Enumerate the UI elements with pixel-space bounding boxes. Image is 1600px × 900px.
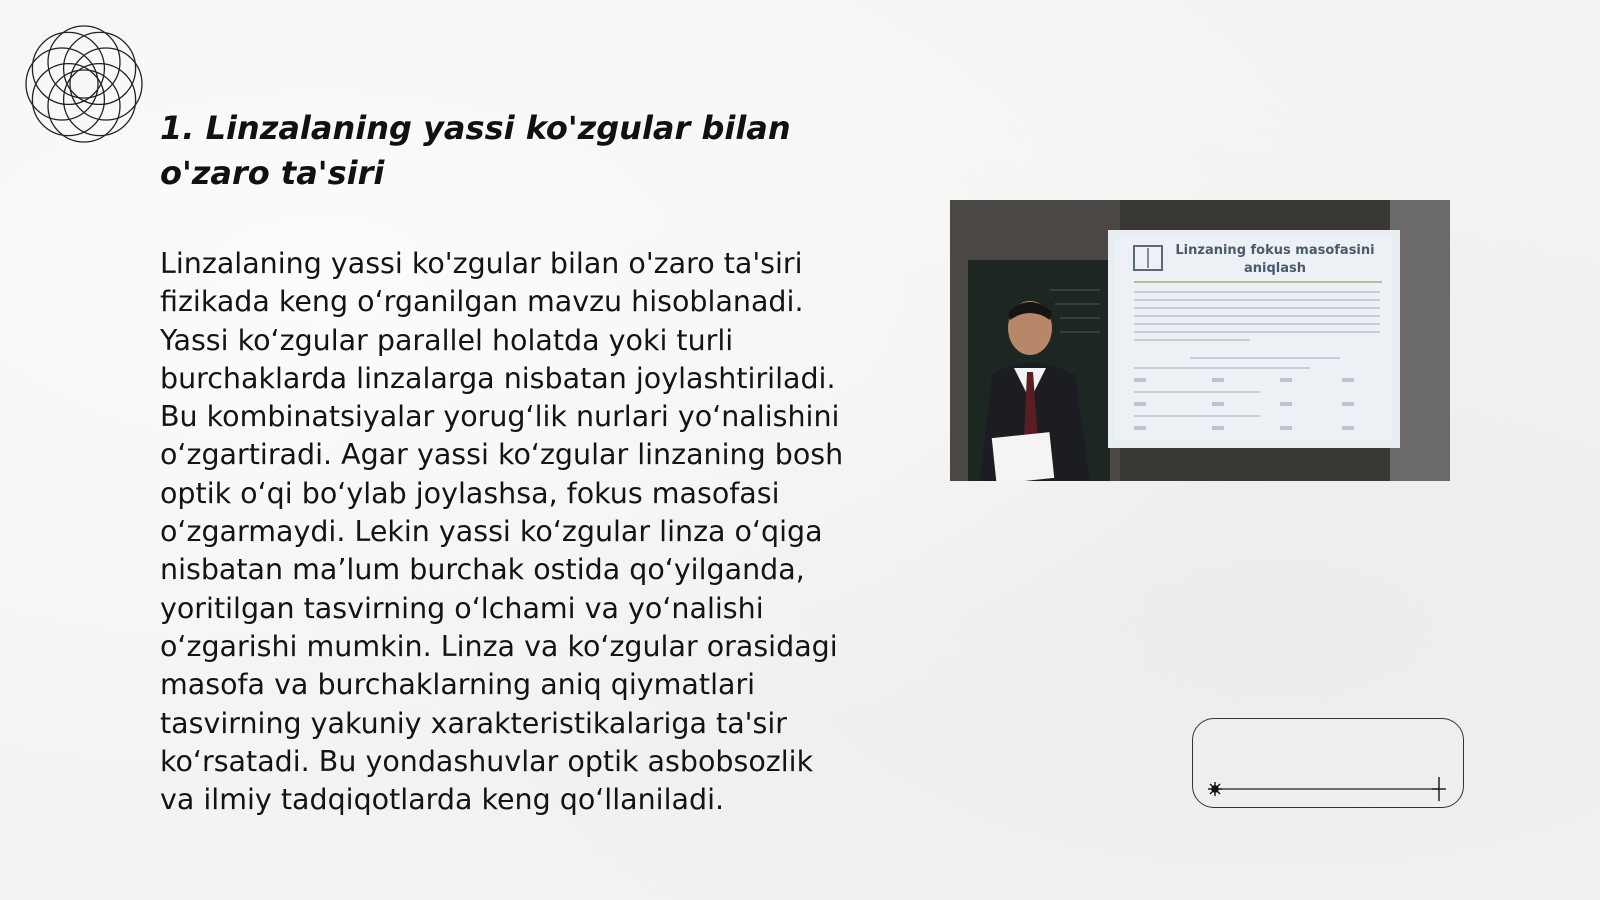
- sparkle-icon: [1432, 777, 1446, 801]
- classroom-photo: [950, 200, 1450, 481]
- sun-burst-icon: [1208, 782, 1222, 796]
- decorative-slider-frame: [1192, 718, 1464, 808]
- projected-slide-title: Linzaning fokus masofasini aniqlash: [1175, 243, 1375, 276]
- slide-body-text: Linzalaning yassi ko'zgular bilan o'zaro ta'siri fizikada keng o‘rganilgan mavzu hisoblanadi. Yassi ko‘zgular parallel holatda yoki turli burchaklarda linzalarga nisbatan joylashtiriladi. Bu kombinatsiyalar yorug‘lik nurlari yo‘nalishini o‘zgartiradi. Agar yassi ko‘zgular linzaning bosh optik o‘qi bo‘ylab joylashsa, fokus masofasi o‘zgarmaydi. Lekin yassi ko‘zgular linza o‘qiga nisbatan ma’lum burchak ostida qo‘yilganda, yoritilgan tasvirning o‘lchami va yo‘nalishi o‘zgarishi mumkin. Linza va ko‘zgular orasidagi masofa va burchaklarning aniq qiymatlari tasvirning yakuniy xarakteristikalariga ta'sir ko‘rsatadi. Bu yondashuvlar optik asbobsozlik va ilmiy tadqiqotlarda keng qo‘llaniladi.: [160, 247, 844, 817]
- slide-title: 1. Linzalaning yassi ko'zgular bilan o'zaro ta'siri: [160, 109, 791, 192]
- circle-rosette-ornament-icon: [10, 10, 158, 158]
